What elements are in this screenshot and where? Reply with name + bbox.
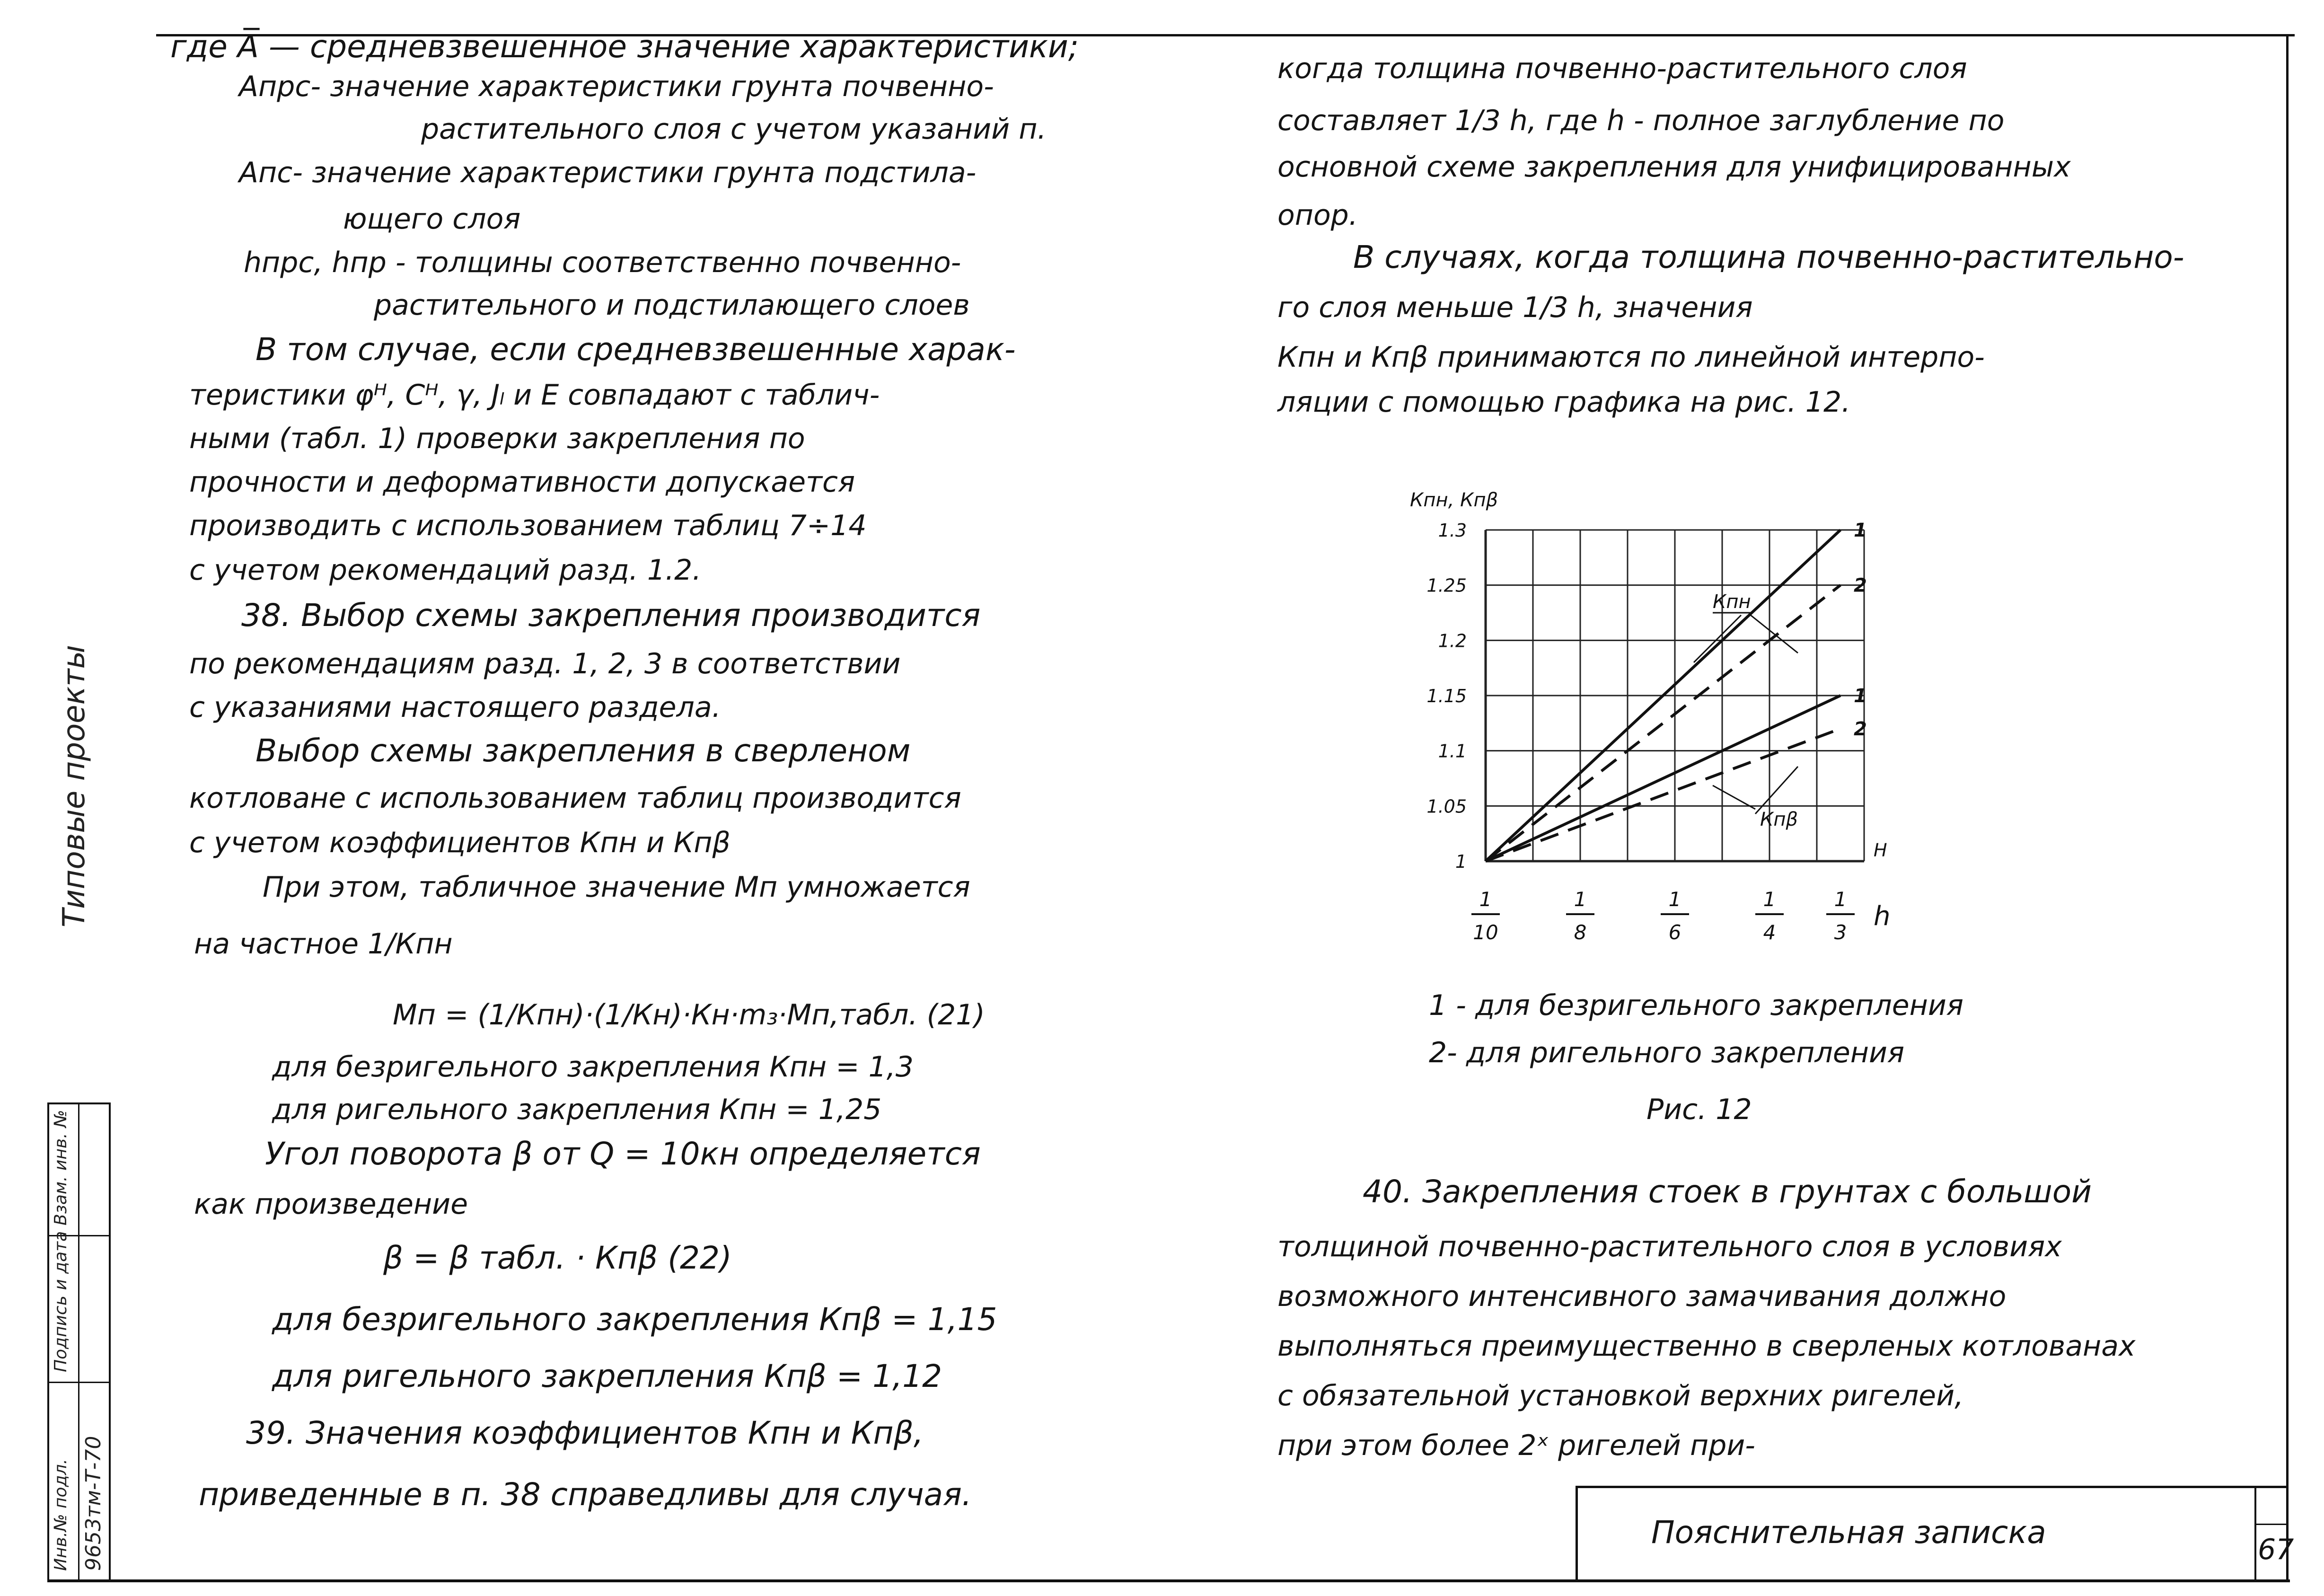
left-line-23: для безригельного закрепления Кпн = 1,3 [272, 1050, 914, 1084]
right-line-8: ляции с помощью графика на рис. 12. [1277, 386, 1851, 419]
left-line-9: теристики φᴴ, Cᴴ, γ, Jₗ и E совпадают с таблич- [189, 379, 880, 412]
series-end-label: 2 [1854, 718, 1867, 740]
left-line-13: с учетом рекомендаций разд. 1.2. [189, 554, 702, 587]
left-line-5: ющего слоя [343, 203, 521, 236]
x-tick-denominator: 6 [1668, 921, 1681, 944]
left-line-10: ными (табл. 1) проверки закрепления по [189, 422, 805, 455]
left-line-6: hпрс, hпр - толщины соответственно почвенно- [244, 246, 961, 279]
right-line-5: В случаях, когда толщина почвенно-растительно- [1353, 239, 2184, 275]
series-end-label: 1 [1854, 685, 1867, 707]
left-line-7: растительного и подстилающего слоев [374, 289, 970, 322]
figure-12-chart [1382, 473, 1978, 984]
left-line-26: как произведение [194, 1188, 468, 1221]
y-tick-label: 1.25 [1426, 575, 1467, 596]
x-tick-denominator: 10 [1473, 921, 1498, 944]
x-tick-numerator: 1 [1763, 888, 1776, 911]
series-end-label: 2 [1854, 574, 1867, 597]
series-end-label: 1 [1854, 520, 1867, 541]
y-tick-label: 1.3 [1438, 520, 1467, 541]
title-block-sheet-divider [2254, 1486, 2256, 1580]
left-line-4: Апс- значение характеристики грунта подстила- [239, 156, 977, 189]
left-line-21: на частное 1/Кпн [194, 927, 453, 961]
y-tick-label: 1.15 [1426, 686, 1467, 706]
annotation-kpn-leader [1694, 615, 1741, 662]
x-tick-denominator: 3 [1834, 921, 1847, 944]
side-stamp-border-left [47, 1102, 49, 1580]
right-line-7: Кпн и Кпβ принимаются по линейной интерпо- [1277, 341, 1985, 374]
side-stamp-cell-3: Взам. инв. № [51, 1110, 70, 1226]
left-line-14: 38. Выбор схемы закрепления производится [241, 597, 981, 634]
left-line-3: растительного слоя с учетом указаний п. [421, 113, 1047, 146]
annotation-kpn: Кпн [1713, 591, 1751, 613]
right-line-6: го слоя меньше 1/3 h, значения [1277, 291, 1753, 324]
side-stamp-title: Типовые проекты [57, 644, 92, 927]
annotation-kpb: Кпβ [1760, 809, 1798, 830]
left-line-2: Апрс- значение характеристики грунта почвенно- [239, 70, 994, 103]
legend-item-1: 1 - для безригельного закрепления [1429, 989, 1963, 1022]
left-line-25: Угол поворота β от Q = 10кн определяется [265, 1136, 981, 1172]
left-line-15: по рекомендациям разд. 1, 2, 3 в соответствии [189, 647, 901, 680]
side-stamp-doc-code: 9653тм-Т-70 [81, 1436, 106, 1571]
annotation-kpb-leader [1755, 767, 1798, 814]
left-line-20: При этом, табличное значение Мп умножается [263, 871, 970, 904]
right-para40-line-5: с обязательной установкой верхних ригелей, [1277, 1379, 1964, 1412]
legend-item-2: 2- для ригельного закрепления [1429, 1036, 1905, 1069]
frame-bottom-rule [47, 1579, 2290, 1582]
left-line-31: приведенные в п. 38 справедливы для случая. [199, 1476, 972, 1513]
right-para40-line-2: толщиной почвенно-растительного слоя в условиях [1277, 1230, 2062, 1263]
sheet-number: 67 [2258, 1533, 2294, 1566]
left-line-11: прочности и деформативности допускается [189, 466, 855, 499]
series-line-Кпβ-2 [1486, 729, 1840, 861]
title-block-sheet-hline [2254, 1524, 2288, 1525]
left-line-19: с учетом коэффициентов Кпн и Кпβ [189, 826, 731, 859]
left-line-24: для ригельного закрепления Кпн = 1,25 [272, 1093, 882, 1126]
side-stamp-cell-2: Подпись и дата [51, 1231, 70, 1372]
right-para40-line-4: выполняться преимущественно в сверленых котлованах [1277, 1330, 2136, 1363]
left-line-18: котловане с использованием таблиц производится [189, 782, 961, 815]
y-tick-label: 1.05 [1426, 796, 1467, 817]
figure-caption: Рис. 12 [1646, 1093, 1752, 1126]
x-axis-unit-label: Н [1874, 840, 1887, 861]
side-stamp-midline [78, 1102, 79, 1580]
left-line-16: с указаниями настоящего раздела. [189, 691, 721, 724]
title-block-title: Пояснительная записка [1651, 1514, 2046, 1551]
left-line-8: В том случае, если средневзвешенные харак- [255, 331, 1016, 368]
formula-21: Мп = (1/Кпн)·(1/Кн)·Кн·m₃·Мп,табл. (21) [393, 998, 985, 1032]
title-block-top [1576, 1486, 2288, 1488]
left-line-29: для ригельного закрепления Кпβ = 1,12 [272, 1358, 942, 1394]
right-line-1: когда толщина почвенно-растительного слоя [1277, 52, 1967, 85]
right-para40-line-3: возможного интенсивного замачивания должно [1277, 1280, 2007, 1313]
y-tick-label: 1 [1455, 851, 1467, 872]
x-tick-numerator: 1 [1574, 888, 1587, 911]
x-tick-numerator: 1 [1834, 888, 1847, 911]
right-para40-line-1: 40. Закрепления стоек в грунтах с большой [1363, 1173, 2092, 1210]
y-tick-label: 1.1 [1438, 741, 1467, 762]
y-tick-label: 1.2 [1438, 630, 1467, 652]
right-line-2: составляет 1/3 h, где h - полное заглубление по [1277, 104, 2005, 137]
left-line-1: где A̅ — средневзвешенное значение характеристики; [170, 28, 1079, 65]
x-tick-denominator: 4 [1763, 921, 1776, 944]
left-line-28: для безригельного закрепления Кпβ = 1,15 [272, 1301, 997, 1338]
left-line-30: 39. Значения коэффициентов Кпн и Кпβ, [246, 1415, 924, 1451]
x-axis-label: h [1874, 901, 1891, 932]
x-tick-numerator: 1 [1479, 888, 1492, 911]
left-line-17: Выбор схемы закрепления в сверленом [255, 732, 911, 769]
x-tick-denominator: 8 [1574, 921, 1587, 944]
formula-22: β = β табл. · Кпβ (22) [383, 1240, 732, 1276]
side-stamp-cell-1: Инв.№ подл. [51, 1459, 70, 1571]
title-block-left [1576, 1486, 1578, 1580]
annotation-kpn-leader [1751, 615, 1798, 653]
right-line-4: опор. [1277, 199, 1358, 232]
frame-right-rule [2286, 34, 2289, 1581]
right-line-3: основной схеме закрепления для унифицированных [1277, 150, 2071, 184]
x-tick-numerator: 1 [1668, 888, 1681, 911]
left-line-12: производить с использованием таблиц 7÷14 [189, 509, 867, 542]
right-para40-line-6: при этом более 2ˣ ригелей при- [1277, 1429, 1755, 1462]
y-axis-label: Кпн, Кпβ [1410, 489, 1498, 511]
side-stamp-border-right [109, 1102, 111, 1580]
